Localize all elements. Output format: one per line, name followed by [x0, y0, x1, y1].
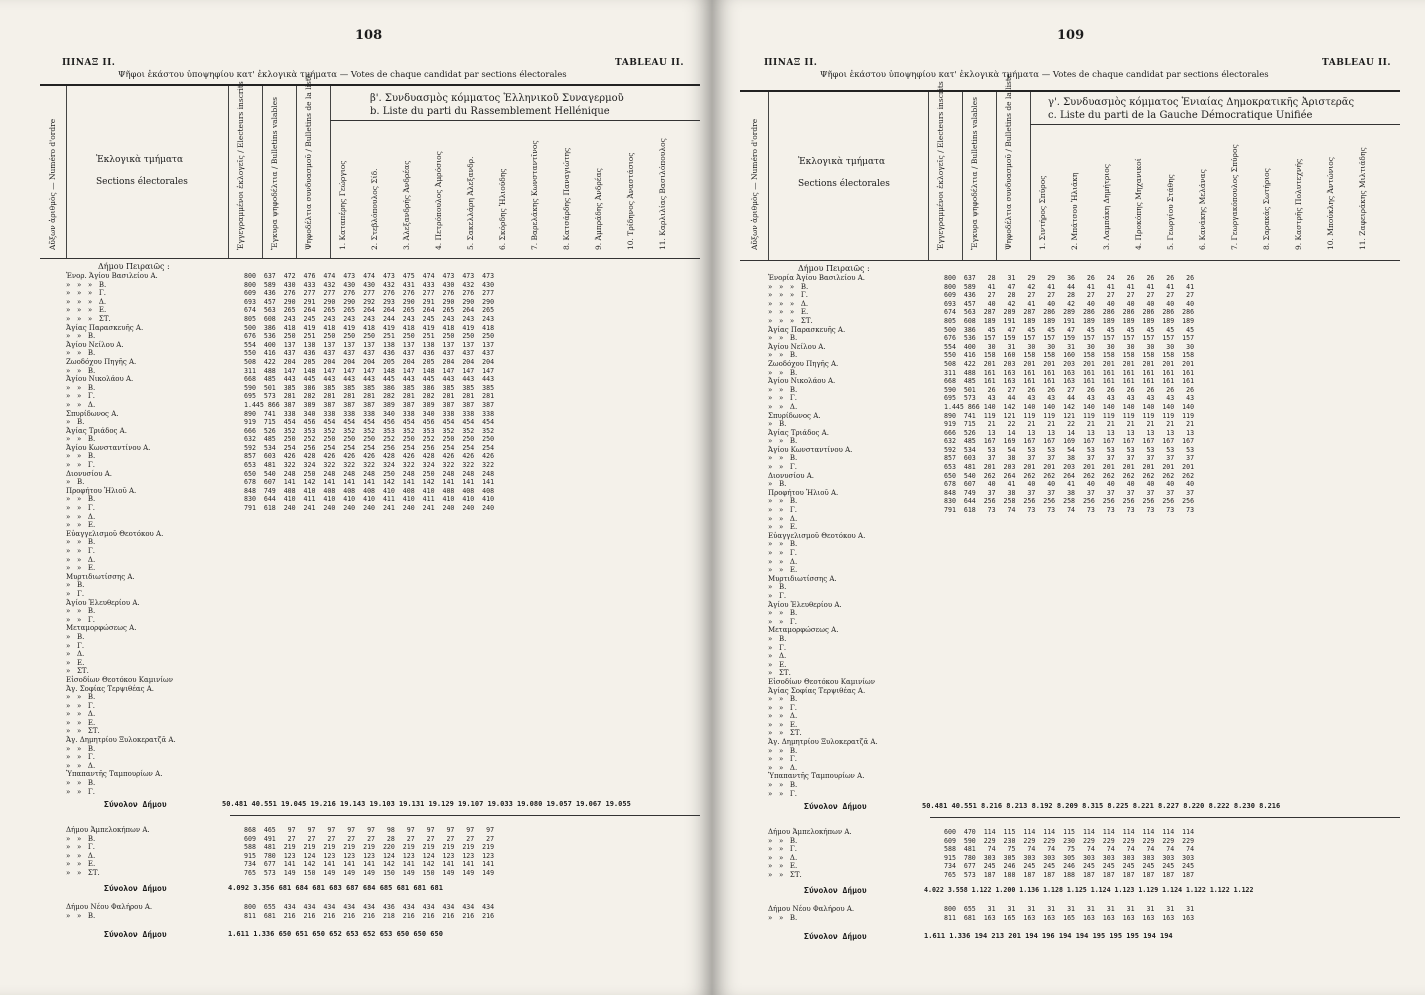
- page-subtitle: Ψῆφοι ἑκάστου ὑποψηφίου κατ' ἐκλογικὰ τμήματα — Votes de chaque candidat par sections électorales: [118, 70, 567, 80]
- party-rule: [330, 120, 700, 121]
- subtotal-values: 50.481 40.551 8.216 8.213 8.192 8.209 8.315 8.225 8.221 8.227 8.220 8.222 8.230 8.216: [922, 802, 1281, 810]
- party-rule: [1030, 124, 1400, 125]
- col-divider: [296, 86, 297, 258]
- col-divider: [928, 92, 929, 260]
- candidate-header: 4. Πετρόπουλος Ἀμρόσιος: [434, 151, 443, 250]
- page-number: 109: [1057, 28, 1085, 43]
- candidate-header: 9. Ἀμπράδης Ἀνδρέας: [594, 168, 603, 250]
- candidate-header: 2. Μπάτσου Ἠλιάκη: [1070, 172, 1079, 250]
- col-divider: [262, 86, 263, 258]
- col-divider: [962, 92, 963, 260]
- col-header-order: Αὔξων ἀριθμὸς — Numéro d'ordre: [750, 118, 759, 250]
- col-divider: [330, 86, 331, 258]
- subtotal-label: Σύνολον Δήμου: [104, 930, 167, 939]
- section-names: Δήμου Νέου Φαλήρου Α. » » Β.: [768, 905, 855, 922]
- header-rule: [40, 84, 700, 86]
- header-bottom-rule: [740, 260, 1400, 261]
- candidate-header: 4. Προκόπης Μηχανικοί: [1134, 158, 1143, 250]
- table-values: 800 637 28 31 29 29 36 26 24 26 26 26 26 800 589 41 47 42 41 44 41 41 41 41 41 41 609 436 27 28 27 27 28 27 27 27 27 27 27 693 457 40 42 41 40 42 40 40 40 40 40 40 674 563 287 289 287 286 289 286 286 286 286 286 286 805 608 189 191 189 189 191 189 189 189 189 189 189 500 386 45 47 45 45 47 45 45 45 45 45 45 676 536 157 159 157 157 159 157 157 157 157 157 157 554 400 30 31 30 30 31 30 30 30 30 30 30 550 416 158 160 158 158 160 158 158 158 158 158 158 508 422 201 203 201 201 203 201 201 201 201 201 201 311 488 161 163 161 161 163 161 161 161 161 161 161 668 485 161 163 161 161 163 161 161 161 161 161 161 590 501 26 27 26 26 27 26 26 26 26 26 26 695 573 43 44 43 43 44 43 43 43 43 43 43 1.445 866 140 142 140 140 142 140 140 140 140 140 140 890 741 119 121 119 119 121 119 119 119 119 119 119 919 715 21 22 21 21 22 21 21 21 21 21 21 666 526 13 14 13 13 14 13 13 13 13 13 13 632 485 167 169 167 167 169 167 167 167 167 167 167 592 534 53 54 53 53 54 53 53 53 53 53 53 857 603 37 38 37 37 38 37 37 37 37 37 37 653 481 201 203 201 201 203 201 201 201 201 201 201 650 540 262 264 262 262 264 262 262 262 262 262 262 678 607 40 41 40 40 41 40 40 40 40 40 40 848 749 37 38 37 37 38 37 37 37 37 37 37 830 644 256 258 256 256 258 256 256 256 256 256 256 791 618 73 74 73 73 74 73 73 73 73 73 73: [944, 274, 1195, 515]
- party-title-gr: γ'. Συνδυασμὸς κόμματος Ἑνιαίας Δημοκρατικῆς Ἀριστερᾶς: [1048, 97, 1355, 108]
- subtotal-label: Σύνολον Δήμου: [804, 932, 867, 941]
- party-title-gr: β'. Συνδυασμὸς κόμματος Ἑλληνικοῦ Συναγερμοῦ: [370, 93, 624, 104]
- candidate-header: 10. Τρίδηνος Ἀναστάσιος: [626, 152, 635, 250]
- col-header-sections-gr: Ἐκλογικὰ τμήματα: [96, 155, 184, 165]
- col-divider: [996, 92, 997, 260]
- col-divider: [228, 86, 229, 258]
- candidate-header: 8. Σαρακάς Σωτήριος: [1262, 168, 1271, 250]
- candidate-header: 10. Μπούκλης Ἀντώνιος: [1326, 157, 1335, 250]
- subtotal-label: Σύνολον Δήμου: [104, 800, 167, 809]
- table-label-french: TABLEAU II.: [615, 58, 685, 68]
- table-values: 600 470 114 115 114 114 115 114 114 114 114 114 114 609 590 229 230 229 229 230 229 229 229 229 229 229 588 481 74 75 74 74 75 74 74 74 74 74 74 915 780 303 305 303 303 305 303 303 303 303 303 303 734 677 245 246 245 245 246 245 245 245 245 245 245 765 573 187 188 187 187 188 187 187 187 187 187 187: [944, 828, 1195, 879]
- section-names: Δήμου Ἀμπελοκήπων Α. » » Β. » » Γ. » » Δ. » » Ε. » » ΣΤ.: [768, 828, 852, 879]
- candidate-header: 2. Στεβλόπουλος Σίδ.: [370, 168, 379, 250]
- municipality-label: Δήμου Πειραιῶς :: [798, 264, 870, 273]
- left-page: [0, 0, 712, 995]
- col-divider: [66, 86, 67, 258]
- subtotal-values: 4.022 3.558 1.122 1.200 1.136 1.128 1.125 1.124 1.123 1.129 1.124 1.122 1.122 1.122: [924, 886, 1254, 894]
- candidate-header: 11. Ζαφειράκης Μιλτιάδης: [1358, 147, 1367, 250]
- candidate-header: 7. Βαρελάκης Κωνσταντῖνος: [530, 140, 539, 250]
- table-label-french: TABLEAU II.: [1322, 58, 1392, 68]
- header-bottom-rule: [40, 258, 700, 259]
- municipality-label: Δήμου Πειραιῶς :: [98, 262, 170, 271]
- candidate-header: 1. Καταπέρης Γεώργιος: [338, 160, 347, 250]
- header-rule: [740, 90, 1400, 92]
- candidate-header: 3. Ἀλεξανδρής Ἀνδρέας: [402, 160, 411, 250]
- party-title-fr: b. Liste du parti du Rassemblement Hellénique: [370, 106, 610, 117]
- candidate-header: 5. Γεωργίου Στάθης: [1166, 174, 1175, 250]
- candidate-header: 6. Κανάκης Μελάνας: [1198, 169, 1207, 250]
- col-header-list: Ψηφοδέλτια συνδυασμοῦ / Bulletins de la liste: [1004, 73, 1013, 250]
- subtotal-values: 4.092 3.356 681 684 681 683 687 684 685 681 681 681: [228, 884, 443, 892]
- subtotal-values: 1.611 1.336 650 651 650 652 653 652 653 650 650 650: [228, 930, 443, 938]
- subtotal-values: 50.481 40.551 19.045 19.216 19.143 19.103 19.131 19.129 19.107 19.033 19.080 19.057 19.067 19.055: [222, 800, 631, 808]
- col-header-registered: Ἐγγεγραμμένοι ἐκλογεῖς / Electeurs inscrits: [936, 81, 945, 250]
- candidate-header: 11. Καρλιλίας Βασιλόπουλος: [658, 138, 667, 250]
- col-header-sections-gr: Ἐκλογικὰ τμήματα: [798, 157, 886, 167]
- section-names: Δήμου Νέου Φαλήρου Α. » » Β.: [66, 903, 153, 920]
- col-header-sections-fr: Sections électorales: [798, 179, 890, 189]
- subtotal-label: Σύνολον Δήμου: [804, 886, 867, 895]
- subtotal-label: Σύνολον Δήμου: [804, 802, 867, 811]
- section-names: Ἑνορ. Ἁγίου Βασιλείου Α. » » » Β. » » » Γ. » » » Δ. » » » Ε. » » » ΣΤ. Ἁγίας Παρασκευῆς Α. » » Β. Ἁγίου Νείλου Α. » » Β. Ζωοδόχου Πηγῆς Α. » » Β. Ἁγίου Νικολάου Α. » » Β. » » Γ. » » Δ. Σπυρίδωνος Α. » Β. Ἁγίας Τριάδος Α. » » Β. Ἁγίου Κωνσταντίνου Α. » » Β. » » Γ. Διονυσίου Α. » Β. Προφήτου Ἠλιοῦ Α. » » Β. » » Γ. » » Δ. » » Ε. Εὐαγγελισμοῦ Θεοτόκου Α. » » Β. » » Γ. » » Δ. » » Ε. Μυρτιδιωτίσσης Α. » Β. » Γ. Ἁγίου Ἐλευθερίου Α. » » Β. » » Γ. Μεταμορφώσεως Α. » Β. » Γ. » Δ. » Ε. » ΣΤ. Εἰσοδίων Θεοτόκου Καμινίων Ἁγ. Σοφίας Τερψιθέας Α. » » Β. » » Γ. » » Δ. » » Ε. » » ΣΤ. Ἁγ. Δημητρίου Ξυλοκερατζᾶ Α. » » Β. » » Γ. » » Δ. Ὑπαπαντῆς Ταμπουρίων Α. » » Β. » » Γ.: [66, 272, 176, 796]
- table-label-greek: ΠΙΝΑΞ ΙΙ.: [62, 58, 116, 68]
- right-page: [712, 0, 1425, 995]
- total-rule: [930, 817, 1400, 818]
- col-divider: [1030, 92, 1031, 260]
- section-names: Ἑνορία Ἁγίου Βασιλείου Α. » » » Β. » » » Γ. » » » Δ. » » » Ε. » » » ΣΤ. Ἁγίας Παρασκευῆς Α. » » Β. Ἁγίου Νείλου Α. » » Β. Ζωοδόχου Πηγῆς Α. » » Β. Ἁγίου Νικολάου Α. » » Β. » » Γ. » » Δ. Σπυρίδωνος Α. » Β. Ἁγίας Τριάδος Α. » » Β. Ἁγίου Κωνσταντίνου Α. » » Β. » » Γ. Διονυσίου Α. » Β. Προφήτου Ἠλιοῦ Α. » » Β. » » Γ. » » Δ. » » Ε. Εὐαγγελισμοῦ Θεοτόκου Α. » » Β. » » Γ. » » Δ. » » Ε. Μυρτιδιωτίσσης Α. » Β. » Γ. Ἁγίου Ἐλευθερίου Α. » » Β. » » Γ. Μεταμορφώσεως Α. » Β. » Γ. » Δ. » Ε. » ΣΤ. Εἰσοδίων Θεοτόκου Καμινίων Ἁγίας Σοφίας Τερψιθέας Α. » » Β. » » Γ. » » Δ. » » Ε. » » ΣΤ. Ἁγ. Δημητρίου Ξυλοκερατζᾶ Α. » » Β. » » Γ. » » Δ. Ὑπαπαντῆς Ταμπουρίων Α. » » Β. » » Γ.: [768, 274, 878, 798]
- party-title-fr: c. Liste du parti de la Gauche Démocratique Unifiée: [1048, 110, 1313, 121]
- col-header-registered: Ἐγγεγραμμένοι ἐκλογεῖς / Electeurs inscrits: [236, 81, 245, 250]
- table-values: 800 655 31 31 31 31 31 31 31 31 31 31 31 811 681 163 165 163 163 165 163 163 163 163 163 163: [944, 905, 1195, 922]
- col-header-valid: Ἔγκυρα ψηφοδέλτια / Bulletins valables: [970, 96, 979, 250]
- col-header-sections-fr: Sections électorales: [96, 177, 188, 187]
- candidate-header: 6. Σκόρδης Ἠλιούδης: [498, 168, 507, 250]
- col-header-valid: Ἔγκυρα ψηφοδέλτια / Bulletins valables: [270, 96, 279, 250]
- table-values: 800 655 434 434 434 434 434 436 434 434 434 434 434 811 681 216 216 216 216 216 218 216 216 216 216 216: [244, 903, 495, 920]
- candidate-header: 1. Σιντήρος Σπύρος: [1038, 175, 1047, 250]
- subtotal-values: 1.611 1.336 194 213 201 194 196 194 194 195 195 195 194 194: [924, 932, 1173, 940]
- table-label-greek: ΠΙΝΑΞ ΙΙ.: [764, 58, 818, 68]
- col-divider: [768, 92, 769, 260]
- col-header-order: Αὔξων ἀριθμὸς — Numéro d'ordre: [48, 118, 57, 250]
- candidate-header: 9. Καστρῆς Πολυτεχνής: [1294, 158, 1303, 250]
- subtotal-label: Σύνολον Δήμου: [104, 884, 167, 893]
- candidate-header: 7. Γεωργακόπουλος Σπύρος: [1230, 144, 1239, 250]
- col-header-list: Ψηφοδέλτια συνδυασμοῦ / Bulletins de la liste: [304, 73, 313, 250]
- total-rule: [230, 815, 700, 816]
- table-values: 868 465 97 97 97 97 97 98 97 97 97 97 97 609 491 27 27 27 27 27 28 27 27 27 27 27 588 481 219 219 219 219 219 220 219 219 219 219 219 915 780 123 124 123 123 123 124 123 124 123 123 123 734 677 141 142 141 141 141 142 141 142 141 141 141 765 573 149 150 149 149 149 150 149 150 149 149 149: [244, 826, 495, 877]
- table-values: 800 637 472 476 474 473 474 473 475 474 473 473 473 800 589 430 433 432 430 430 432 431 433 430 432 430 609 436 276 277 277 276 277 276 276 277 276 276 277 693 457 290 291 290 290 292 293 290 291 290 290 290 674 563 265 264 265 265 264 264 265 264 265 264 265 805 608 243 245 243 243 243 244 243 245 243 243 243 500 386 418 419 418 419 418 419 418 419 418 419 418 676 536 250 251 250 250 250 251 250 251 250 250 250 554 400 137 138 137 137 137 138 137 138 137 137 137 550 416 437 436 437 437 437 436 437 436 437 437 437 508 422 204 205 204 204 204 205 204 205 204 204 204 311 488 147 148 147 147 147 148 147 148 147 147 147 668 485 443 445 443 443 443 445 443 445 443 443 443 590 501 385 386 385 385 385 386 385 386 385 385 385 695 573 281 282 281 281 281 282 281 282 281 281 281 1.445 866 387 389 387 387 387 389 387 389 387 387 387 890 741 338 340 338 338 338 340 338 340 338 338 338 919 715 454 456 454 454 454 456 454 456 454 454 454 666 526 352 353 352 352 352 353 352 353 352 352 352 632 485 250 252 250 250 250 252 250 252 250 250 250 592 534 254 256 254 254 254 256 254 256 254 254 254 857 603 426 428 426 426 426 428 426 428 426 426 426 653 481 322 324 322 322 322 324 322 324 322 322 322 650 540 248 250 248 248 248 250 248 250 248 248 248 678 607 141 142 141 141 141 142 141 142 141 141 141 848 749 408 410 408 408 408 410 408 410 408 408 408 830 644 410 411 410 410 410 411 410 411 410 410 410 791 618 240 241 240 240 240 241 240 241 240 240 240: [244, 272, 495, 513]
- page-subtitle: Ψῆφοι ἑκάστου ὑποψηφίου κατ' ἐκλογικὰ τμήματα — Votes de chaque candidat par sections électorales: [820, 70, 1269, 80]
- candidate-header: 8. Κατσάρδης Παναγιώτης: [562, 147, 571, 250]
- candidate-header: 5. Σακελλάρη Ἀλεξανδρ.: [466, 156, 475, 250]
- candidate-header: 3. Λαμπάκη Δημήτριος: [1102, 164, 1111, 250]
- section-names: Δήμου Ἀμπελοκήπων Α. » » Β. » » Γ. » » Δ. » » Ε. » » ΣΤ.: [66, 826, 150, 877]
- page-number: 108: [355, 28, 383, 43]
